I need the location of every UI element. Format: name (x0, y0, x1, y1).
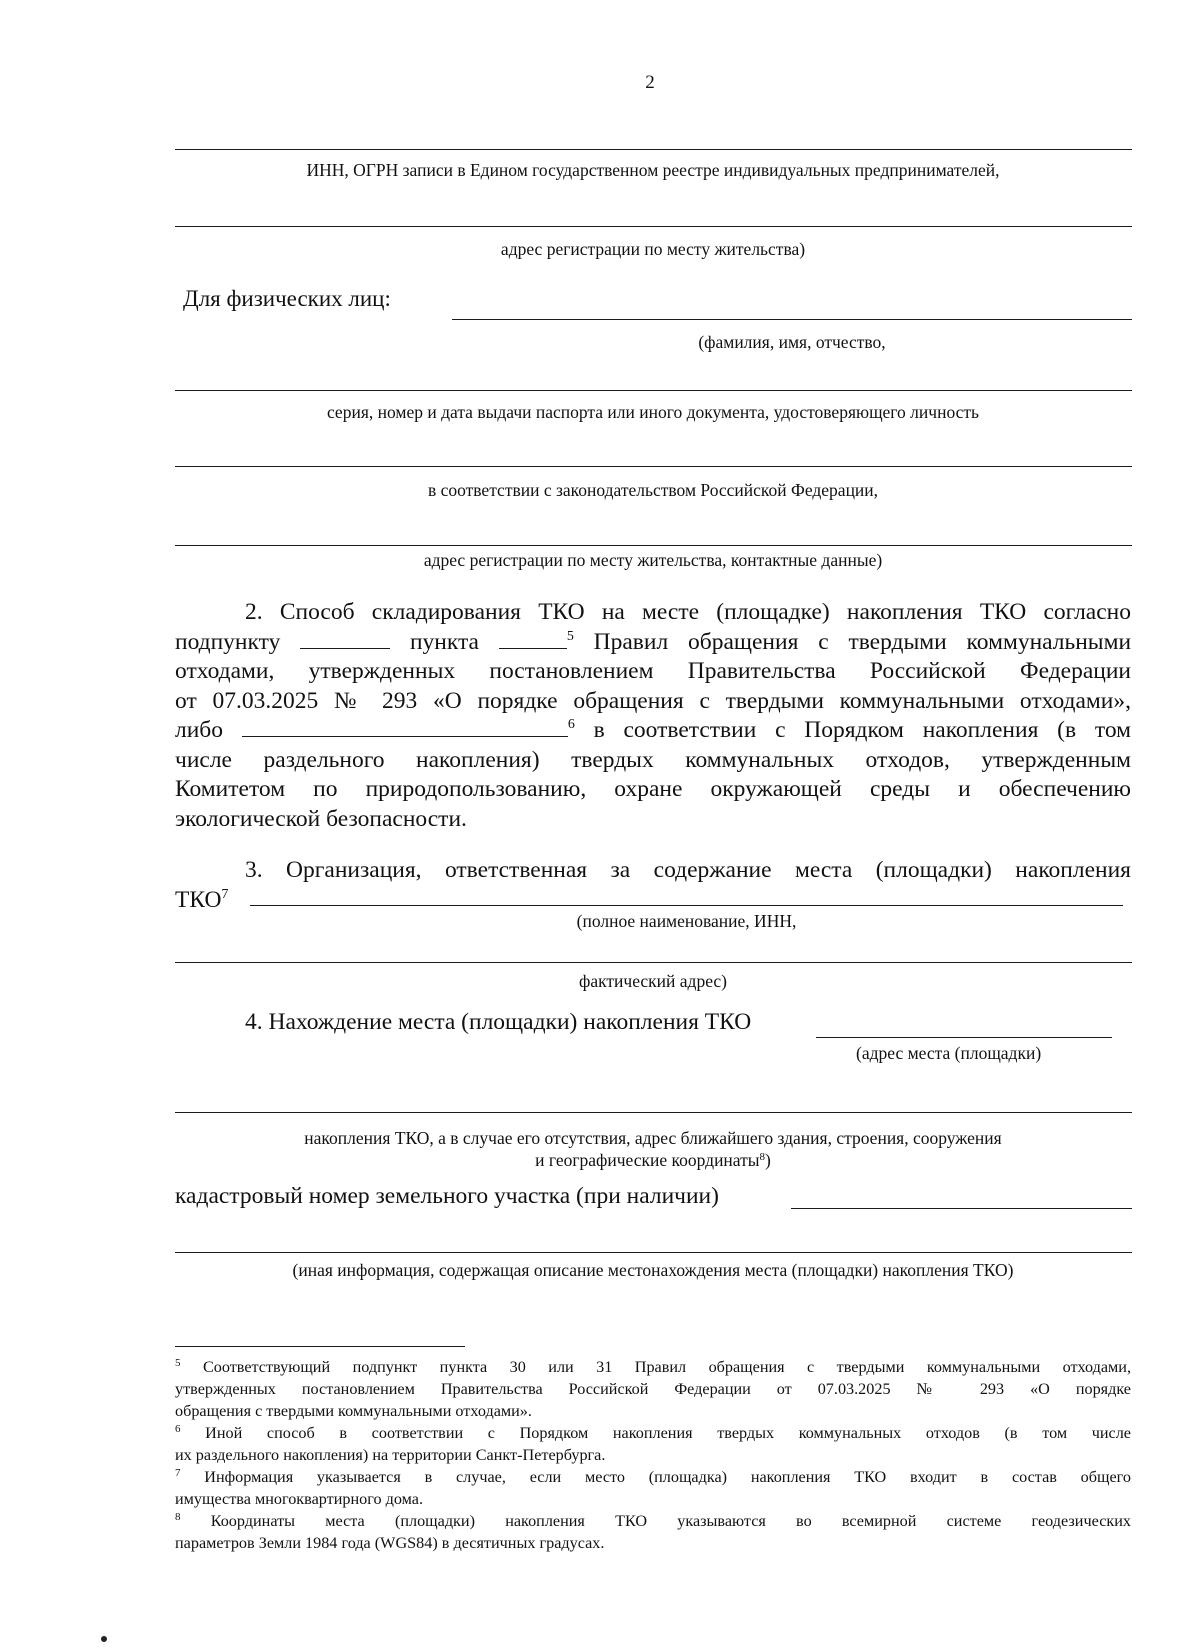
footnote-7 (175, 1466, 1131, 1510)
footnote-6-line-2: их раздельного накопления) на территории Санкт-Петербурга. (175, 1446, 606, 1464)
item2-order-text: в соответствии с Порядком накопления (в том (593, 717, 1132, 743)
footnote-6-line-1 (175, 1422, 1131, 1444)
footnote-5 (175, 1356, 1131, 1422)
individuals-passport-caption: серия, номер и дата выдачи паспорта или иного документа, удостоверяющего личность (326, 402, 980, 422)
subpoint-blank[interactable] (300, 630, 390, 649)
item4-site-blank-line (816, 1037, 1112, 1038)
item3-address-blank-line (175, 962, 1132, 963)
footnote-8-line-2: параметров Земли 1984 года (WGS84) в десятичных градусах. (175, 1534, 605, 1552)
item4-line-1: 4. Нахождение места (площадки) накопления ТКО (245, 1009, 752, 1035)
ip-address-caption: адрес регистрации по месту жительства) (500, 239, 806, 259)
item2-line-6: числе раздельного накопления) твердых коммунальных отходов, утвержденным (175, 746, 1131, 773)
individuals-law-blank-line (175, 466, 1132, 467)
footnote-7-text-1: Информация указывается в случае, если место (площадка) накопления ТКО входит в состав общего (204, 1468, 1131, 1486)
item4-paragraph (175, 1008, 1131, 1038)
scan-speck (101, 1636, 107, 1642)
item3-tko-label: ТКО (175, 886, 222, 913)
individuals-address-caption: адрес регистрации по месту жительства, контактные данные) (423, 550, 883, 570)
item2-line-2 (175, 628, 1131, 658)
individuals-label: Для физических лиц: (183, 286, 391, 311)
footnotes (175, 1356, 1131, 1554)
footnote-7-line-2: имущества многоквартирного дома. (175, 1490, 424, 1508)
ip-inn-blank-line (175, 149, 1132, 150)
item2-line-1: 2. Способ складирования ТКО на месте (площадке) накопления ТКО согласно (245, 599, 1131, 625)
footnote-6-number: 6 (175, 1423, 181, 1435)
footnote-7-line-1 (175, 1466, 1131, 1488)
footnote-ref-7: 7 (221, 886, 229, 902)
footnote-8-line-1 (175, 1510, 1131, 1532)
page-number: 2 (645, 72, 655, 93)
footnote-5-line-1 (175, 1356, 1131, 1378)
item2-line-8: экологической безопасности. (175, 805, 467, 832)
item4-nearest-blank-line (175, 1112, 1132, 1113)
item2-or-label: либо (175, 717, 224, 743)
item4-coordinates-text: и географические координаты (535, 1150, 760, 1170)
item2-line-3: отходами, утвержденных постановлением Правительства Российской Федерации (175, 658, 1131, 684)
individuals-address-blank-line (175, 545, 1132, 546)
item2-rules-text: Правил обращения с твердыми коммунальными (593, 628, 1132, 655)
item4-other-caption: (иная информация, содержащая описание местонахождения места (площадки) накопления ТКО) (292, 1260, 1014, 1280)
item2-line-5 (175, 716, 1131, 746)
item4-nearest-caption-2 (175, 1149, 1131, 1171)
footnote-6-text-1: Иной способ в соответствии с Порядком накопления твердых коммунальных отходов (в том числе (205, 1424, 1131, 1442)
footnote-5-line-3: обращения с твердыми коммунальными отходами». (175, 1402, 532, 1420)
item4-other-blank-line (175, 1252, 1132, 1253)
item2-paragraph (175, 598, 1131, 834)
ip-inn-caption: ИНН, ОГРН записи в Едином государственном реестре индивидуальных предпринимателей, (306, 160, 1000, 180)
cadastral-label: кадастровый номер земельного участка (при наличии) (175, 1183, 719, 1209)
item2-line-4: от 07.03.2025 № 293 «О порядке обращения с твердыми коммунальными отходами», (175, 687, 1131, 714)
individuals-fio-caption: (фамилия, имя, отчество, (698, 332, 886, 352)
footnote-ref-6: 6 (567, 717, 575, 732)
other-method-blank[interactable] (242, 718, 568, 737)
footnote-ref-8: 8 (759, 1151, 766, 1163)
item4-nearest-caption-1: накопления ТКО, а в случае его отсутствия, адрес ближайшего здания, строения, сооружения (304, 1128, 1002, 1148)
footnote-5-line-2: утвержденных постановлением Правительства Российской Федерации от 07.03.2025 № 293 «О порядке (175, 1380, 1131, 1398)
footnote-separator (175, 1346, 465, 1347)
footnote-8 (175, 1510, 1131, 1554)
footnote-8-text-1: Координаты места (площадки) накопления ТКО указываются во всемирной системе геодезических (210, 1512, 1132, 1530)
footnote-6 (175, 1422, 1131, 1466)
item3-name-caption: (полное наименование, ИНН, (576, 911, 797, 931)
item3-name-blank-line (250, 905, 1123, 906)
item3-paragraph (175, 856, 1131, 915)
item2-line-7: Комитетом по природопользованию, охране окружающей среды и обеспечению (175, 776, 1131, 802)
footnote-8-number: 8 (175, 1511, 181, 1523)
item4-site-caption: (адрес места (площадки) (856, 1043, 1042, 1063)
footnote-5-text-1: Соответствующий подпункт пункта 30 или 31 Правил обращения с твердыми коммунальными отходами, (202, 1358, 1131, 1376)
individuals-passport-blank-line (175, 390, 1132, 391)
item3-address-caption: фактический адрес) (579, 971, 727, 991)
footnote-ref-5: 5 (566, 628, 574, 644)
cadastral-blank-line[interactable] (791, 1208, 1132, 1209)
item2-point-label: пункта (409, 628, 479, 655)
item3-line-1: 3. Организация, ответственная за содержание места (площадки) накопления (245, 857, 1131, 883)
item2-subpoint-label: подпункту (175, 628, 281, 655)
point-blank[interactable] (499, 630, 567, 649)
footnote-7-number: 7 (175, 1467, 181, 1479)
footnote-5-number: 5 (175, 1357, 181, 1369)
individuals-law-caption: в соответствии с законодательством Российской Федерации, (427, 480, 879, 500)
item4-coordinates-paren: ) (765, 1150, 771, 1170)
ip-address-blank-line (175, 226, 1132, 227)
individuals-fio-blank-line (452, 319, 1132, 320)
